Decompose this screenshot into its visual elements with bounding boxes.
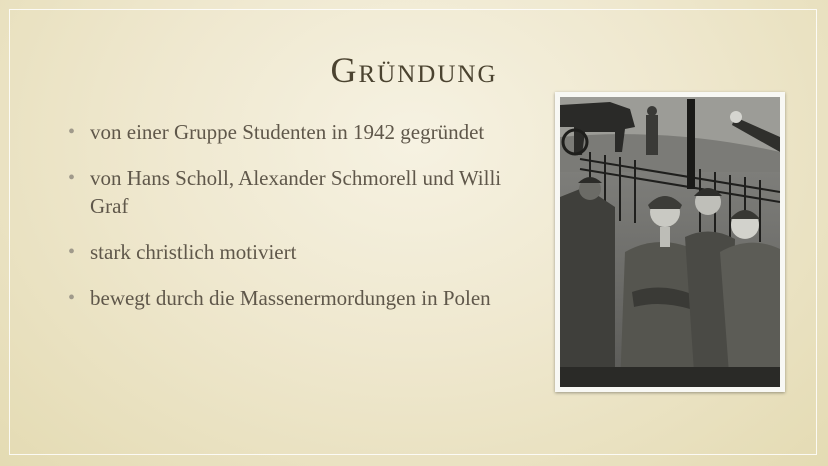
bullet-item (66, 284, 526, 312)
photo-soldiers-icon (560, 97, 780, 387)
bullet-icon: • (68, 121, 76, 143)
bullet-list (66, 118, 526, 330)
bullet-item (66, 118, 526, 146)
bullet-text: von Hans Scholl, Alexander Schmorell und Willi Graf (90, 166, 502, 218)
bullet-icon: • (68, 241, 76, 263)
bullet-text: von einer Gruppe Studenten in 1942 gegründet (90, 120, 485, 144)
bullet-icon: • (68, 287, 76, 309)
bullet-icon: • (68, 167, 76, 189)
slide-title: Gründung (330, 50, 498, 90)
bullet-item (66, 238, 526, 266)
bullet-text: bewegt durch die Massenermordungen in Polen (90, 286, 491, 310)
bullet-text: stark christlich motiviert (90, 240, 297, 264)
photo-frame (555, 92, 785, 392)
bullet-item (66, 164, 526, 220)
